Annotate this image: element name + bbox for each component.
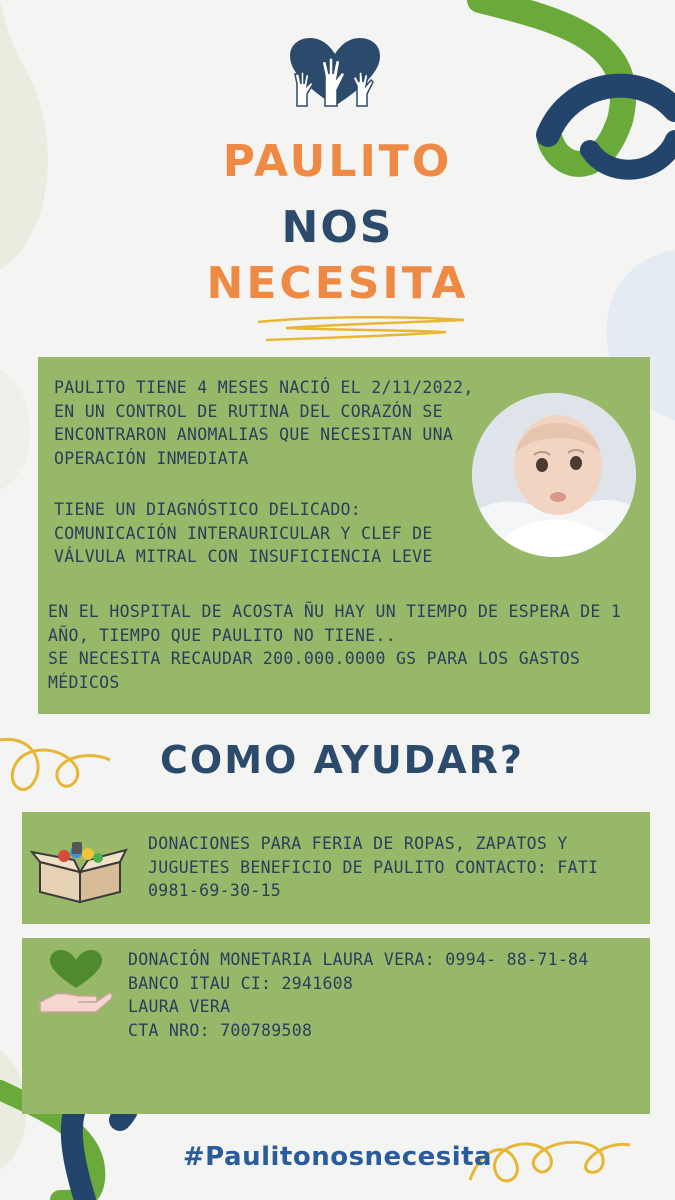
- donation-box-icon: [30, 832, 128, 904]
- title-line-2: NOS: [281, 202, 394, 253]
- money-donation-text: [128, 948, 598, 1042]
- baby-photo: [472, 393, 636, 557]
- title-underline-decoration: [256, 314, 466, 344]
- money-donation-line-3: LAURA VERA: [128, 997, 231, 1016]
- story-paragraph-3-line-1: EN EL HOSPITAL DE ACOSTA ÑU HAY UN TIEMPO DE ESPERA DE 1 AÑO, TIEMPO QUE PAULITO NO TIENE..: [48, 602, 622, 645]
- story-paragraph-1: PAULITO TIENE 4 MESES NACIÓ EL 2/11/2022, EN UN CONTROL DE RUTINA DEL CORAZÓN SE ENCONTRARON ANOMALIAS QUE NECESITAN UNA OPERACIÓN INMEDIATA: [54, 378, 474, 468]
- story-paragraph-2: TIENE UN DIAGNÓSTICO DELICADO: COMUNICACIÓN INTERAURICULAR Y CLEF DE VÁLVULA MITRAL CON INSUFICIENCIA LEVE: [54, 500, 433, 566]
- hands-heart-logo: [285, 36, 385, 108]
- title-line-3: NECESITA: [206, 258, 469, 309]
- story-paragraph-3: [48, 600, 640, 694]
- money-donation-line-1: DONACIÓN MONETARIA LAURA VERA: 0994- 88-71-84: [128, 950, 589, 969]
- hashtag-link[interactable]: #Paulitonosnecesita: [182, 1142, 493, 1172]
- money-donation-line-2: BANCO ITAU CI: 2941608: [128, 973, 354, 993]
- story-paragraph-3-line-2: SE NECESITA RECAUDAR 200.000.0000 GS PARA LOS GASTOS MÉDICOS: [48, 649, 581, 692]
- section-title-como-ayudar: COMO AYUDAR?: [160, 738, 524, 782]
- money-donation-line-4: CTA NRO: 700789508: [128, 1020, 313, 1040]
- hand-heart-icon: [38, 950, 114, 1016]
- donation-goods-text: DONACIONES PARA FERIA DE ROPAS, ZAPATOS Y JUGUETES BENEFICIO DE PAULITO CONTACTO: FATI 0981-69-30-15: [148, 834, 599, 900]
- title-line-1: PAULITO: [222, 136, 453, 187]
